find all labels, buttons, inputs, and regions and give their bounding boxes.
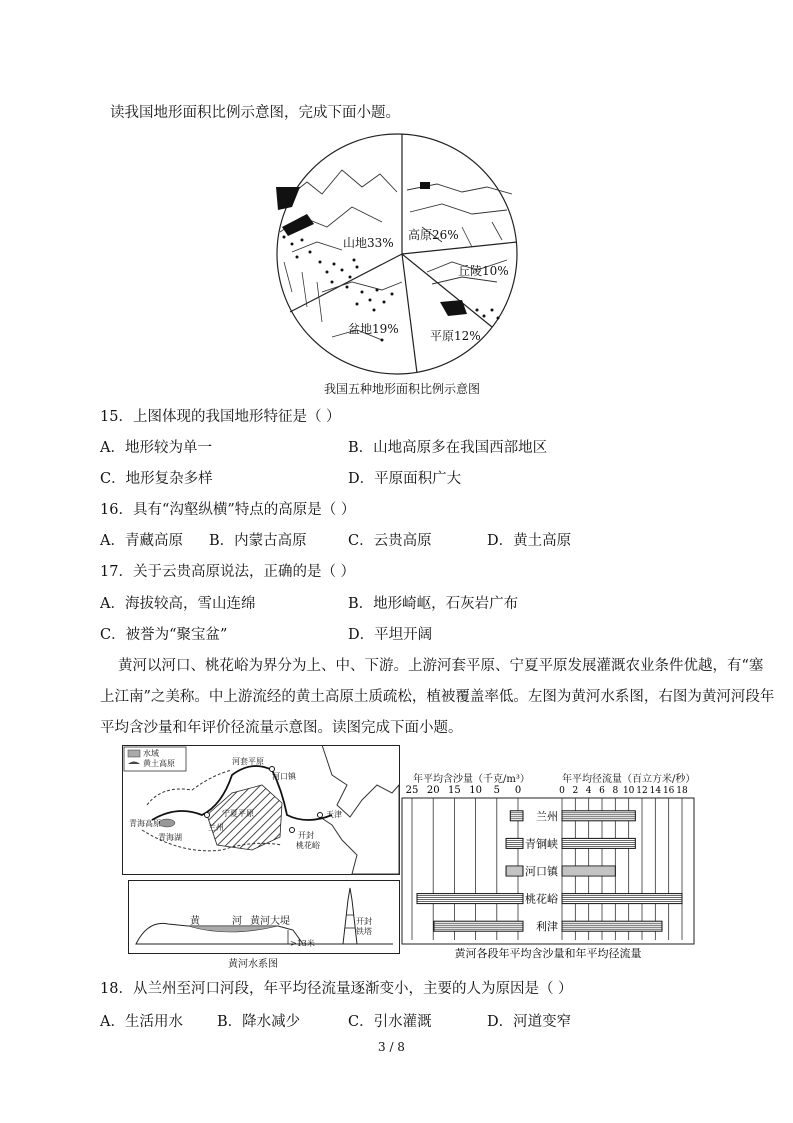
runoff-tick-label: 10 [622, 786, 635, 796]
q18-option-a: A．生活用水 [100, 1014, 183, 1030]
runoff-tick-label: 0 [559, 786, 565, 796]
q18-option-b: B．降水减少 [217, 1014, 301, 1030]
q15-option-d: D．平原面积广大 [348, 471, 462, 487]
map-label-hetao: 河套平原 [232, 757, 264, 766]
section-label-tower2: 铁塔 [356, 927, 372, 936]
q15-option-b: B．山地高原多在我国西部地区 [348, 440, 548, 456]
map-legend-water: 水域 [143, 749, 159, 758]
pie-label-hills: 丘陵10% [458, 264, 509, 278]
runoff-bar [562, 894, 682, 904]
category-label: 河口镇 [525, 865, 558, 878]
runoff-tick-label: 2 [572, 786, 579, 796]
sediment-runoff-chart [400, 782, 696, 962]
q16-stem: 16．具有“沟壑纵横”特点的高原是（ ） [100, 502, 356, 518]
map-label-hekou: 河口镇 [272, 772, 296, 781]
runoff-bar [562, 921, 662, 931]
runoff-tick-label: 16 [662, 786, 675, 796]
q15-option-a: A．地形较为单一 [100, 440, 212, 456]
map-label-qinghai-plateau: 青海高原 [129, 819, 161, 828]
sediment-bar [417, 894, 523, 904]
intro-text: 读我国地形面积比例示意图，完成下面小题。 [110, 105, 400, 121]
map-label-qinghai-lake: 青海湖 [158, 833, 182, 842]
category-label: 兰州 [536, 809, 558, 823]
runoff-tick-label: 12 [636, 786, 648, 796]
section-label-height: >13米 [290, 939, 315, 948]
para2-line2: 上江南”之美称。中上游流经的黄土高原土质疏松，植被覆盖率低。左图为黄河水系图，右图为黄河河段年 [100, 689, 775, 705]
section-label-dam: 黄河大堤 [250, 916, 290, 927]
pie-label-basin: 盆地19% [348, 322, 399, 336]
q17-stem: 17．关于云贵高原说法，正确的是（ ） [100, 564, 356, 580]
q18-option-c: C．引水灌溉 [348, 1014, 432, 1030]
sediment-bar [506, 866, 523, 876]
section-label-huang: 黄 [190, 916, 200, 927]
q17-option-c: C．被誉为“聚宝盆” [100, 627, 228, 643]
runoff-tick-label: 4 [585, 786, 592, 796]
map-label-tianjin: 天津 [326, 810, 342, 819]
q17-option-b: B．地形崎岖，石灰岩广布 [348, 596, 519, 612]
q16-option-b: B．内蒙古高原 [209, 533, 307, 549]
q17-option-a: A．海拔较高，雪山连绵 [100, 596, 256, 612]
map-label-lanzhou: 兰州 [208, 823, 224, 832]
pie-label-plain: 平原12% [430, 329, 481, 343]
category-label: 利津 [536, 920, 558, 934]
sediment-tick-label: 5 [493, 785, 500, 796]
runoff-tick-label: 8 [612, 786, 619, 796]
q16-option-c: C．云贵高原 [348, 533, 432, 549]
runoff-tick-label: 6 [599, 786, 605, 796]
runoff-tick-label: 14 [649, 786, 662, 796]
runoff-axis-label: 年平均径流量（百立方米/秒） [562, 774, 696, 785]
para2-line1: 黄河以河口、桃花峪为界分为上、中、下游。上游河套平原、宁夏平原发展灌溉农业条件优越，有“塞 [118, 658, 764, 674]
sediment-axis-label: 年平均含沙量（千克/m³） [413, 774, 530, 785]
sediment-tick-label: 15 [448, 785, 461, 796]
runoff-bar [562, 838, 635, 848]
sediment-bar [434, 921, 523, 931]
sediment-bar [510, 811, 523, 821]
map-caption: 黄河水系图 [228, 959, 278, 970]
sediment-tick-label: 10 [469, 785, 482, 796]
category-label: 桃花峪 [525, 892, 558, 906]
sediment-tick-label: 20 [426, 785, 440, 796]
sediment-tick-label: 0 [514, 785, 522, 796]
sediment-tick-label: 25 [405, 785, 419, 796]
q16-option-a: A．青藏高原 [100, 533, 183, 549]
q16-option-d: D．黄土高原 [487, 533, 572, 549]
pie-label-mountain: 山地33% [343, 236, 394, 250]
q18-stem: 18．从兰州至河口河段，年平均径流量逐渐变小，主要的人为原因是（ ） [100, 981, 573, 997]
para2-line3: 平均含沙量和年评价径流量示意图。读图完成下面小题。 [100, 720, 463, 736]
runoff-tick-label: 18 [676, 786, 688, 796]
category-label: 青铜峡 [525, 837, 558, 851]
pie-label-plateau: 高原26% [408, 228, 459, 242]
q15-stem: 15．上图体现的我国地形特征是（ ） [100, 409, 341, 425]
runoff-bar [562, 866, 615, 876]
pie-caption: 我国五种地形面积比例示意图 [324, 382, 481, 396]
q18-option-d: D．河道变窄 [487, 1014, 572, 1030]
runoff-bar [562, 811, 635, 821]
terrain-pie-figure [262, 132, 532, 377]
map-label-kaifeng: 开封 [298, 831, 314, 840]
map-legend-loess: 黄土高原 [143, 759, 175, 768]
section-label-tower1: 开封 [356, 917, 372, 926]
map-label-ningxia: 宁夏平原 [222, 809, 254, 818]
sediment-bar [506, 838, 523, 848]
map-label-taohuayu: 桃花峪 [296, 841, 320, 850]
chart-title: 黄河各段年平均含沙量和年平均径流量 [454, 947, 642, 960]
q15-option-c: C．地形复杂多样 [100, 471, 213, 487]
q17-option-d: D．平坦开阔 [348, 627, 433, 643]
section-label-he: 河 [232, 916, 242, 927]
page-number: 3 / 8 [378, 1040, 405, 1054]
